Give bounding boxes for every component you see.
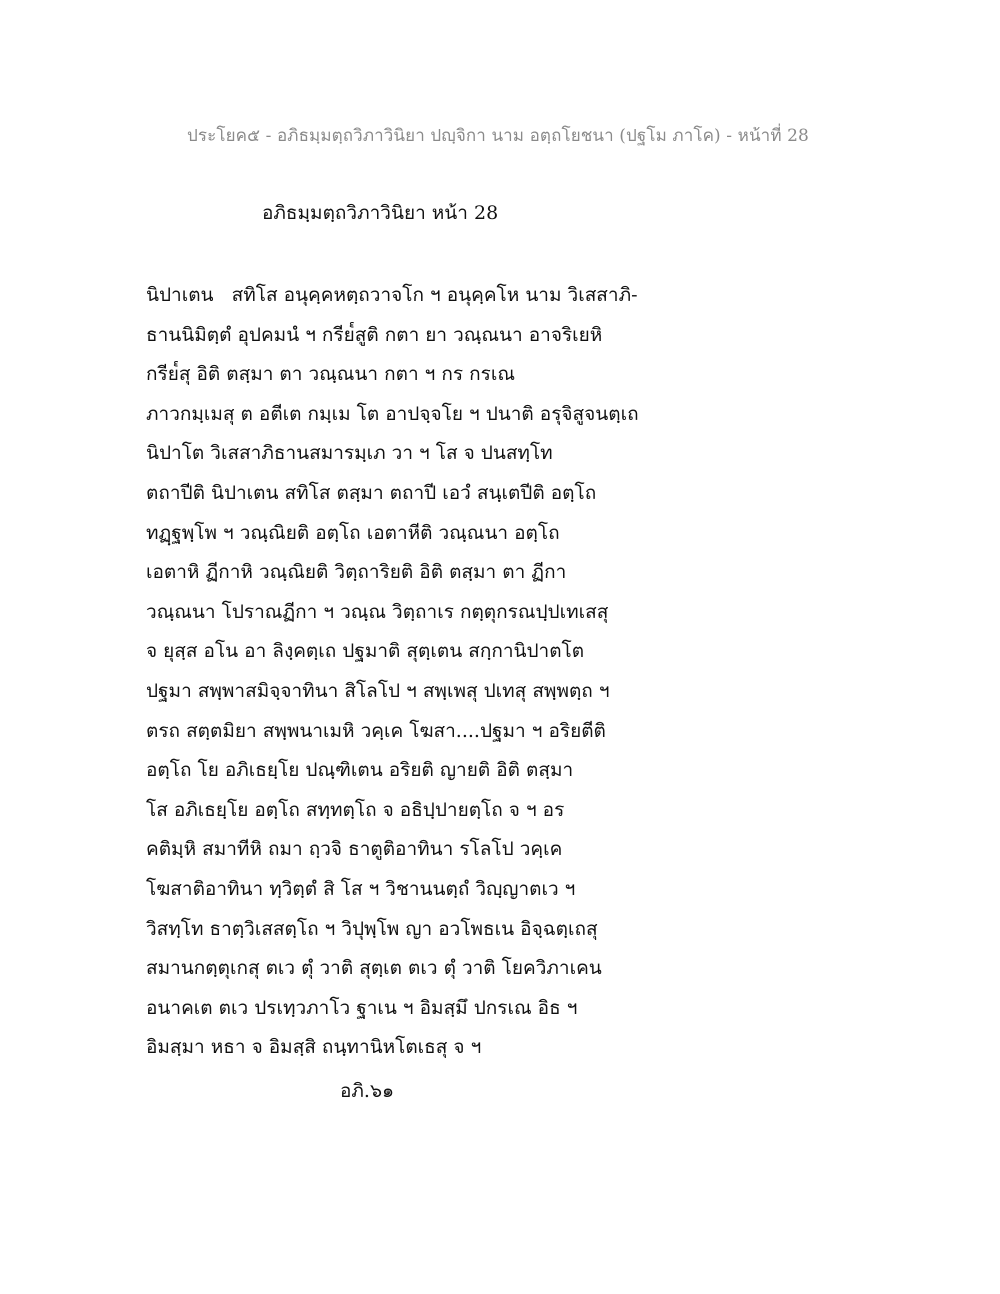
text-line: จ ยุสฺส อโน อา ลิงฺคตฺเถ ปฐมาติ สุตฺเตน สกฺกานิปาตโต [146,640,585,663]
text-line: อิมสฺมา หธา จ อิมสฺสิ ถนฺทานิหโตเธสุ จ ฯ [146,1036,482,1059]
text-line: โส อภิเธยฺโย อตฺโถ สทฺทตฺโถ จ อธิปฺปายตฺโถ จ ฯ อร [146,798,565,821]
text-line: โฆสาติอาทินา ทฺวิตฺตํ สิ โส ฯ วิชานนตฺถํ วิญฺญาตเว ฯ [146,877,576,900]
text-line: คติมฺหิ สมาทีหิ ถมา ถฺวจิ ธาตูติอาทินา รโลโป วคฺเค [146,838,563,861]
text-line: ภาวกมฺเมสุ ต อตีเต กมฺเม โต อาปจฺจโย ฯ ปนาติ อรุจิสูจนตฺเถ [146,402,639,425]
text-line: ตถาปีติ นิปาเตน สทิโส ตสฺมา ตถาปี เอวํ สนฺเตปีติ อตฺโถ [146,481,597,504]
text-line: วิสทฺโท ธาตฺวิเสสตฺโถ ฯ วิปุพฺโพ ญา อวโพธเน อิจฺฉตฺเถสุ [146,917,598,940]
body-text [146,280,846,1072]
text-line: ทฏฺฐพฺโพ ฯ วณฺณิยติ อตฺโถ เอตาหีติ วณฺณนา อตฺโถ [146,521,560,544]
page-title: อภิธมฺมตฺถวิภาวินิยา หน้า 28 [262,202,499,224]
text-line: วณฺณนา โปราณฏีกา ฯ วณฺณ วิตฺถาเร กตฺตุกรณปฺปเทเสสุ [146,600,609,623]
text-line: สมานกตฺตุเกสุ ตเว ตุํ วาติ สุตฺเต ตเว ตุํ วาติ โยควิภาเคน [146,957,602,980]
text-line: ตรถ สตฺตมิยา สพฺพนาเมหิ วคฺเค โฆสา....ปฐมา ฯ อริยตีติ [146,719,606,742]
text-line: ธานนิมิตฺตํ อุปคมนํ ฯ กรีย๎สูติ กตา ยา วณฺณนา อาจริเยหิ [146,323,603,346]
text-line: เอตาหิ ฏีกาหิ วณฺณิยติ วิตฺถาริยติ อิติ ตสฺมา ตา ฏีกา [146,561,567,584]
text-line: กรีย๎สุ อิติ ตสฺมา ตา วณฺณนา กตา ฯ กร กรเณ [146,363,515,386]
page-folio: อภิ.๖๑ [340,1080,395,1102]
running-header: ประโยค๕ - อภิธมฺมตฺถวิภาวินิยา ปญฺจิกา นาม อตฺถโยชนา (ปฐโม ภาโค) - หน้าที่ 28 [187,126,809,146]
text-line: นิปาเตน สทิโส อนุคฺคหตฺถวาจโก ฯ อนุคฺคโห นาม วิเสสาภิ- [146,284,638,306]
text-line: นิปาโต วิเสสาภิธานสมารมฺเภ วา ฯ โส จ ปนสทฺโท [146,442,553,465]
text-line: ปฐมา สพฺพาสมิจฺจาทินา สิโลโป ฯ สพฺเพสุ ปเทสุ สพฺพตฺถ ฯ [146,679,610,702]
text-line: อนาคเต ตเว ปรเทฺวภาโว ฐาเน ฯ อิมสฺมึ ปกรเณ อิธ ฯ [146,996,578,1019]
text-line: อตฺโถ โย อภิเธยฺโย ปณฺฑิเตน อริยติ ญายติ อิติ ตสฺมา [146,759,574,782]
